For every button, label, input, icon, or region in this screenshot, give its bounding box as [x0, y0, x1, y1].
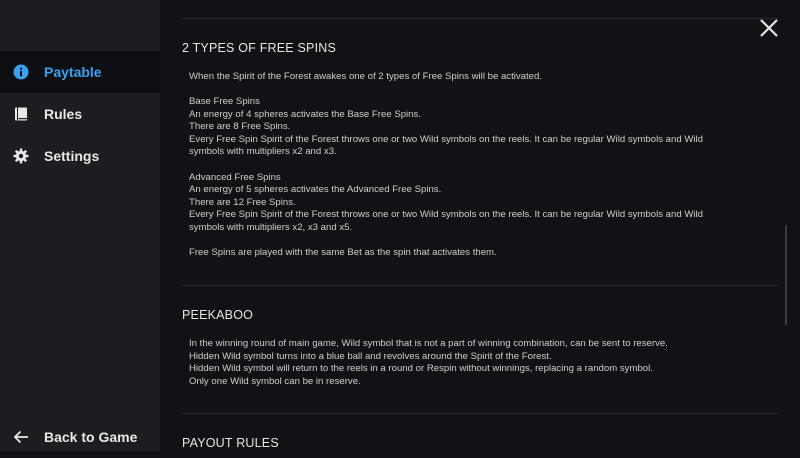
section-divider — [182, 413, 778, 414]
section-divider — [182, 18, 778, 19]
base-free-spins-line: An energy of 4 spheres activates the Base Free Spins. — [189, 108, 421, 120]
advanced-free-spins-line: There are 12 Free Spins. — [189, 196, 296, 208]
info-icon — [13, 64, 29, 80]
sidebar-item-settings[interactable] — [0, 135, 160, 177]
peekaboo-line: Only one Wild symbol can be in reserve. — [189, 375, 361, 387]
back-to-game-button[interactable] — [0, 416, 160, 458]
sidebar-item-label: Rules — [44, 106, 83, 122]
close-button[interactable] — [757, 16, 781, 40]
book-icon — [13, 106, 29, 122]
base-free-spins-title: Base Free Spins — [189, 96, 260, 107]
peekaboo-line: In the winning round of main game, Wild symbol that is not a part of winning combination, can be sent to reserve. — [189, 338, 668, 349]
sidebar-item-label: Settings — [44, 148, 100, 164]
section-title-payout-rules: PAYOUT RULES — [182, 436, 279, 450]
sidebar — [0, 0, 160, 451]
peekaboo-line: Hidden Wild symbol will return to the reels in a round or Respin without winnings, replacing a random symbol. — [189, 363, 653, 375]
close-icon — [757, 16, 781, 40]
advanced-free-spins-title: Advanced Free Spins — [189, 171, 281, 183]
back-to-game-label: Back to Game — [44, 429, 138, 445]
gear-icon — [13, 148, 29, 164]
base-free-spins-line: Every Free Spin Spirit of the Forest throws one or two Wild symbols on the reels. It can be regular Wild symbols and Wild — [189, 133, 704, 145]
section-title-peekaboo: PEEKABOO — [182, 308, 254, 322]
peekaboo-line: Hidden Wild symbol turns into a blue ball and revolves around the Spirit of the Forest. — [189, 350, 552, 362]
scrollbar[interactable] — [785, 225, 787, 325]
sidebar-item-label: Paytable — [44, 64, 102, 80]
free-spins-outro: Free Spins are played with the same Bet as the spin that activates them. — [189, 247, 497, 258]
arrow-left-icon — [13, 429, 29, 445]
section-title-free-spins: 2 TYPES OF FREE SPINS — [182, 41, 337, 55]
sidebar-item-rules[interactable] — [0, 93, 160, 135]
base-free-spins-line: There are 8 Free Spins. — [189, 121, 291, 133]
advanced-free-spins-line: symbols with multipliers x2, x3 and x5. — [189, 222, 353, 233]
advanced-free-spins-line: Every Free Spin Spirit of the Forest throws one or two Wild symbols on the reels. It can be regular Wild symbols and Wild — [189, 209, 704, 221]
base-free-spins-line: symbols with multipliers x2 and x3. — [189, 146, 337, 158]
sidebar-item-paytable[interactable] — [0, 51, 160, 93]
sidebar-top — [0, 0, 160, 52]
section-divider — [182, 285, 778, 286]
free-spins-intro: When the Spirit of the Forest awakes one of 2 types of Free Spins will be activated. — [189, 71, 543, 82]
advanced-free-spins-line: An energy of 5 spheres activates the Advanced Free Spins. — [189, 184, 442, 196]
